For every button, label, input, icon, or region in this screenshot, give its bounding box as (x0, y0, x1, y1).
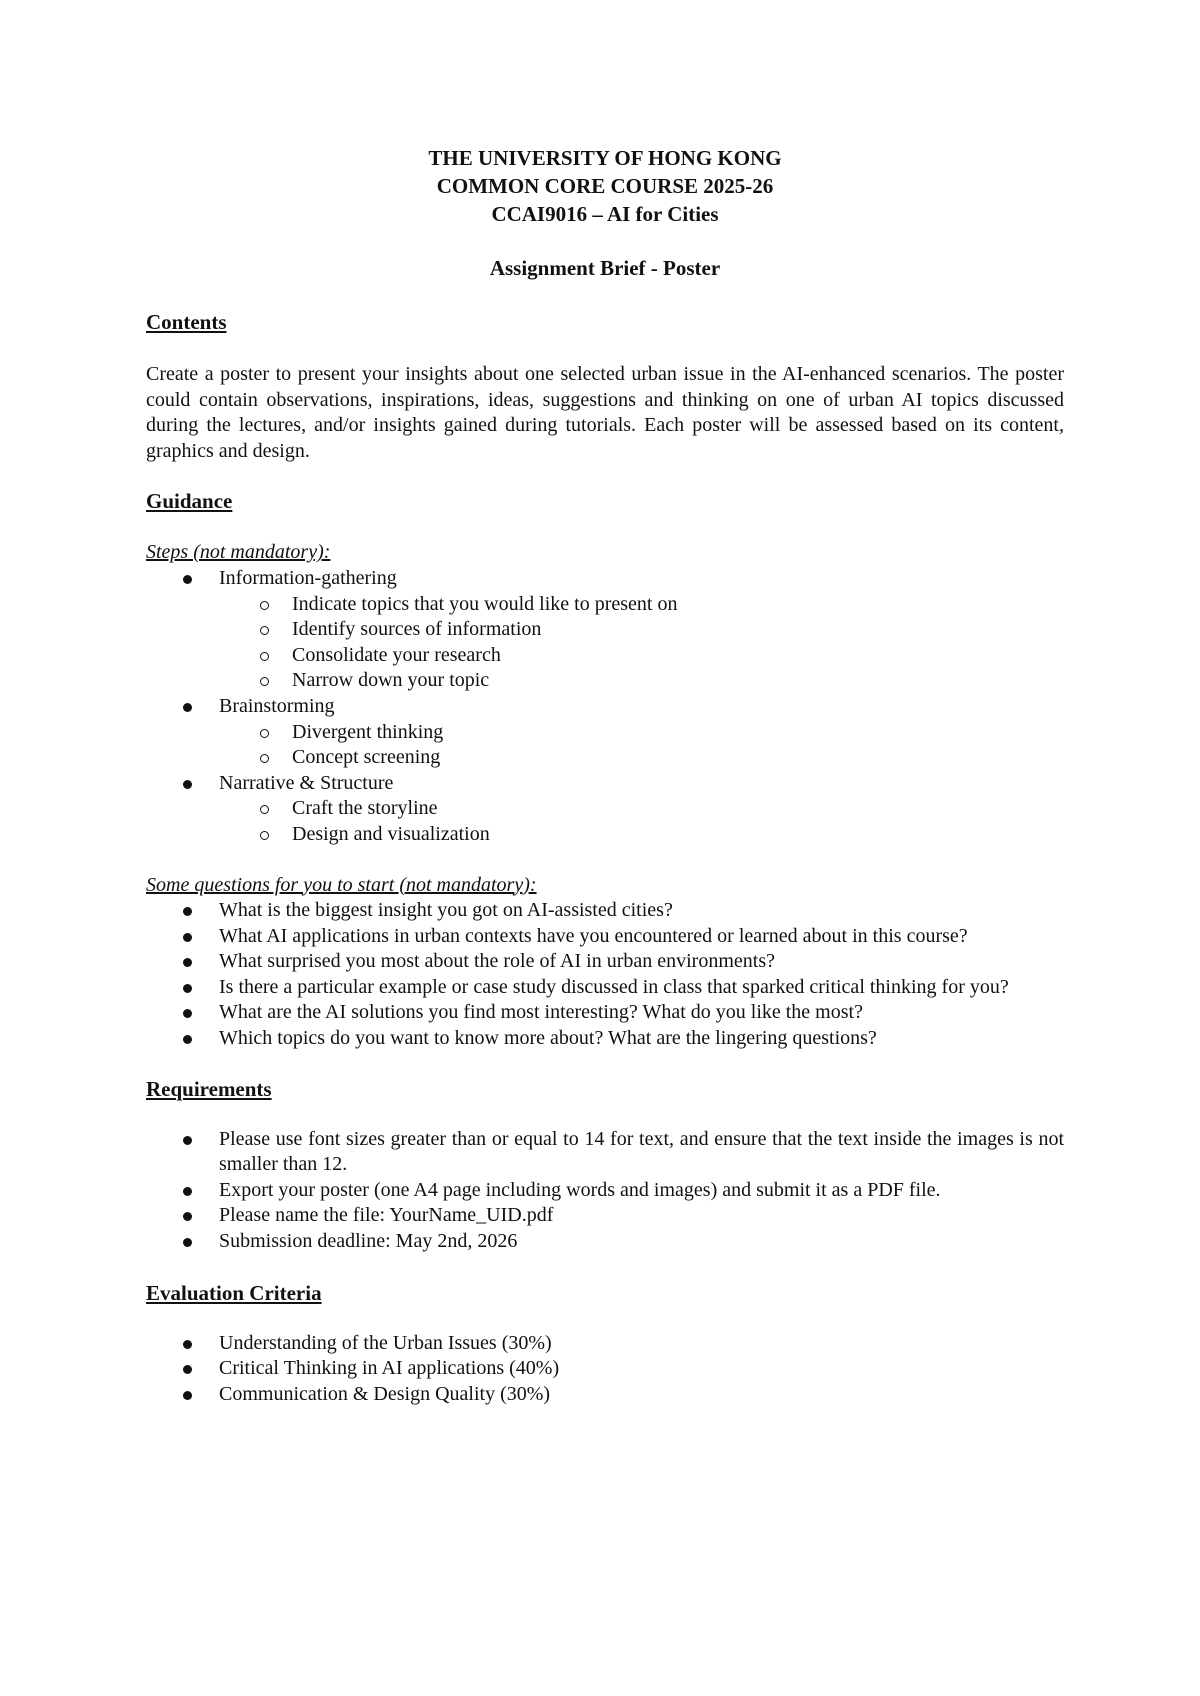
requirement-text: Submission deadline: May 2nd, 2026 (219, 1230, 518, 1253)
question-text: Which topics do you want to know more about? What are the lingering questions? (219, 1027, 877, 1050)
sub-step-label: Indicate topics that you would like to present on (292, 592, 678, 615)
evaluation-list (146, 1331, 1064, 1408)
criterion-text: Critical Thinking in AI applications (40%) (219, 1357, 560, 1380)
circle-bullet-icon (260, 831, 269, 840)
questions-subheading: Some questions for you to start (not mandatory): (146, 873, 537, 896)
university-name: THE UNIVERSITY OF HONG KONG (428, 146, 782, 170)
requirement-text: Please name the file: YourName_UID.pdf (219, 1204, 554, 1227)
question-text: What are the AI solutions you find most interesting? What do you like the most? (219, 1001, 863, 1024)
contents-paragraph: Create a poster to present your insights about one selected urban issue in the AI-enhanced scenarios. The poster could contain observations, inspirations, ideas, suggestions and thinking on one of urban AI topics discussed during the lectures, and/or insights gained during tutorials. Each poster will be assessed based on its content, graphics and design. (146, 363, 1064, 462)
step-label: Narrative & Structure (219, 771, 394, 794)
bullet-icon (183, 1340, 192, 1349)
questions-list (146, 898, 1064, 1052)
list-item (219, 1026, 1064, 1052)
bullet-icon (183, 1035, 192, 1044)
steps-subheading: Steps (not mandatory): (146, 541, 331, 564)
circle-bullet-icon (260, 754, 269, 763)
course-code-title: CCAI9016 – AI for Cities (491, 202, 719, 226)
criterion-text: Communication & Design Quality (30%) (219, 1382, 551, 1405)
circle-bullet-icon (260, 601, 269, 610)
sub-step-label: Concept screening (292, 746, 441, 769)
sub-steps-list (219, 720, 1064, 771)
criterion-text: Understanding of the Urban Issues (30%) (219, 1331, 552, 1354)
list-item (292, 643, 1064, 669)
sub-steps-list (219, 796, 1064, 847)
circle-bullet-icon (260, 805, 269, 814)
sub-step-label: Craft the storyline (292, 797, 438, 820)
step-label: Brainstorming (219, 694, 335, 717)
sub-step-label: Divergent thinking (292, 720, 444, 743)
list-item (219, 949, 1064, 975)
requirements-heading: Requirements (146, 1076, 272, 1101)
bullet-icon (183, 780, 192, 789)
sub-step-label: Design and visualization (292, 822, 490, 845)
question-text: What AI applications in urban contexts have you encountered or learned about in this course? (219, 924, 968, 947)
sub-steps-list (219, 592, 1064, 694)
bullet-icon (183, 907, 192, 916)
bullet-icon (183, 703, 192, 712)
list-item (292, 720, 1064, 746)
list-item (292, 822, 1064, 848)
question-text: Is there a particular example or case study discussed in class that sparked critical thinking for you? (219, 975, 1009, 998)
requirement-text: Export your poster (one A4 page including words and images) and submit it as a PDF file. (219, 1178, 941, 1201)
bullet-icon (183, 1391, 192, 1400)
list-item (219, 1203, 1064, 1229)
bullet-icon (183, 1009, 192, 1018)
list-item (219, 694, 1064, 771)
circle-bullet-icon (260, 729, 269, 738)
bullet-icon (183, 1136, 192, 1145)
step-label: Information-gathering (219, 566, 397, 589)
bullet-icon (183, 1187, 192, 1196)
bullet-icon (183, 1212, 192, 1221)
steps-list (146, 566, 1064, 848)
bullet-icon (183, 1365, 192, 1374)
question-text: What is the biggest insight you got on AI-assisted cities? (219, 899, 673, 922)
list-item (219, 1000, 1064, 1026)
bullet-icon (183, 575, 192, 584)
sub-step-label: Consolidate your research (292, 643, 501, 666)
guidance-heading: Guidance (146, 489, 233, 514)
evaluation-heading: Evaluation Criteria (146, 1280, 322, 1305)
list-item (219, 566, 1064, 694)
list-item (219, 975, 1064, 1001)
requirements-list (146, 1127, 1064, 1255)
document-content (146, 144, 1064, 1407)
list-item (219, 1229, 1064, 1255)
list-item (292, 617, 1064, 643)
contents-heading: Contents (146, 310, 227, 334)
bullet-icon (183, 984, 192, 993)
list-item (219, 1127, 1064, 1178)
list-item (292, 592, 1064, 618)
list-item (219, 1356, 1064, 1382)
bullet-icon (183, 933, 192, 942)
list-item (219, 1331, 1064, 1357)
assignment-title: Assignment Brief - Poster (489, 256, 721, 280)
document-header (146, 144, 1064, 228)
list-item (219, 898, 1064, 924)
sub-step-label: Narrow down your topic (292, 669, 490, 692)
requirement-text: Please use font sizes greater than or equal to 14 for text, and ensure that the text inside the images is not smaller than 12. (219, 1127, 1064, 1176)
bullet-icon (183, 958, 192, 967)
list-item (219, 1382, 1064, 1408)
list-item (219, 771, 1064, 848)
list-item (292, 796, 1064, 822)
list-item (292, 745, 1064, 771)
course-year: COMMON CORE COURSE 2025-26 (436, 174, 774, 198)
circle-bullet-icon (260, 677, 269, 686)
question-text: What surprised you most about the role of AI in urban environments? (219, 950, 775, 973)
list-item (219, 1178, 1064, 1204)
circle-bullet-icon (260, 652, 269, 661)
bullet-icon (183, 1238, 192, 1247)
list-item (219, 924, 1064, 950)
list-item (292, 668, 1064, 694)
sub-step-label: Identify sources of information (292, 618, 542, 641)
circle-bullet-icon (260, 626, 269, 635)
